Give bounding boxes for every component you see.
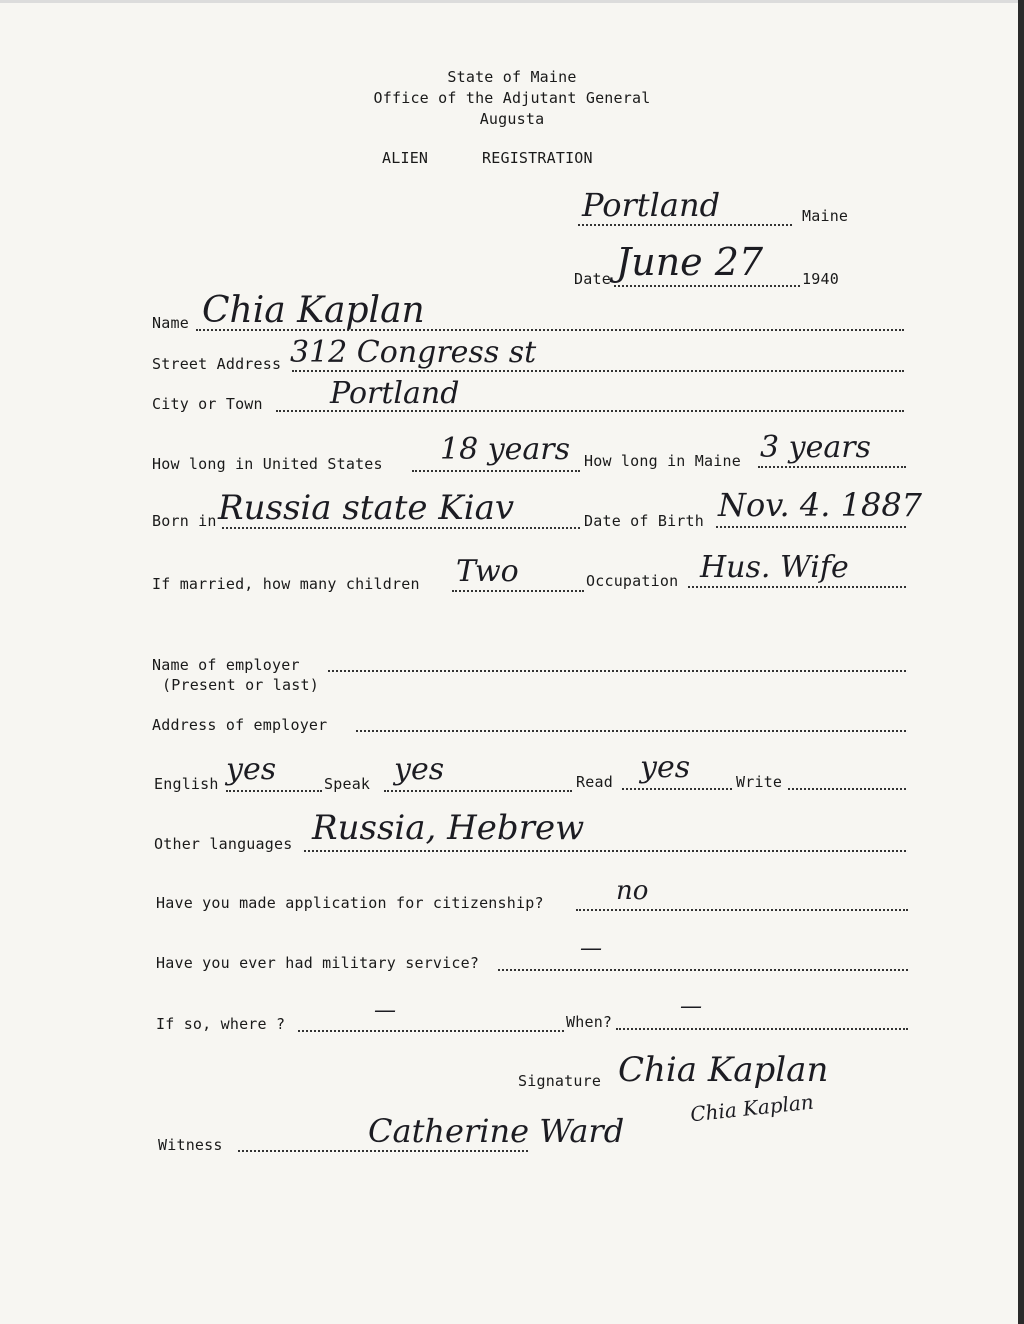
signature-value: Chia Kaplan <box>618 1050 829 1090</box>
street-value: 312 Congress st <box>290 335 537 370</box>
how-long-us-dots <box>412 470 580 472</box>
header-alien: ALIEN <box>382 149 429 167</box>
occupation-dots <box>688 586 906 588</box>
place-city-handwritten: Portland <box>582 186 721 224</box>
write-dots <box>788 788 906 790</box>
speak-dots <box>384 790 572 792</box>
how-long-maine-value: 3 years <box>760 430 871 465</box>
children-label: If married, how many children <box>152 575 420 593</box>
other-languages-dots <box>304 850 906 852</box>
english-dots <box>226 790 322 792</box>
date-year: 1940 <box>802 270 839 288</box>
scan-top-edge <box>0 0 1024 3</box>
signature-label: Signature <box>518 1072 602 1090</box>
header-office: Office of the Adjutant General <box>373 89 651 107</box>
english-value: yes <box>226 752 277 787</box>
city-label: City or Town <box>152 395 263 413</box>
military-label: Have you ever had military service? <box>156 954 480 972</box>
header-registration: REGISTRATION <box>482 149 593 167</box>
if-so-where-value: — <box>374 998 396 1023</box>
if-so-where-label: If so, where ? <box>156 1015 286 1033</box>
write-label: Write <box>736 773 783 791</box>
date-dots <box>614 285 800 287</box>
military-dots <box>498 969 908 971</box>
children-dots <box>452 590 584 592</box>
employer-address-label: Address of employer <box>152 716 328 734</box>
street-dots <box>292 370 904 372</box>
read-value: yes <box>640 750 691 785</box>
citizenship-label: Have you made application for citizenship? <box>156 894 544 912</box>
speak-value: yes <box>394 752 445 787</box>
citizenship-value: no <box>616 876 649 906</box>
when-dots <box>616 1028 908 1030</box>
english-label: English <box>154 775 219 793</box>
occupation-value: Hus. Wife <box>700 550 849 585</box>
name-label: Name <box>152 314 189 332</box>
military-value: — <box>580 936 602 961</box>
children-value: Two <box>456 554 519 589</box>
employer-dots <box>328 670 906 672</box>
dob-value: Nov. 4. 1887 <box>718 486 923 524</box>
witness-dots <box>238 1150 528 1152</box>
how-long-maine-label: How long in Maine <box>584 452 741 470</box>
born-in-label: Born in <box>152 512 217 530</box>
street-label: Street Address <box>152 355 282 373</box>
witness-label: Witness <box>158 1136 223 1154</box>
other-languages-value: Russia, Hebrew <box>312 808 585 848</box>
when-label: When? <box>566 1013 613 1031</box>
other-languages-label: Other languages <box>154 835 293 853</box>
how-long-us-label: How long in United States <box>152 455 383 473</box>
place-state-label: Maine <box>802 207 849 225</box>
date-label: Date <box>574 270 611 288</box>
born-in-value: Russia state Kiav <box>218 488 515 528</box>
employer-sub-label: (Present or last) <box>162 676 319 694</box>
scan-right-edge <box>1018 0 1024 1324</box>
signature-annotation: Chia Kaplan <box>689 1089 815 1127</box>
if-so-where-dots <box>298 1030 564 1032</box>
place-dots <box>578 224 792 226</box>
date-handwritten: June 27 <box>616 240 764 284</box>
how-long-us-value: 18 years <box>440 432 571 467</box>
citizenship-dots <box>576 909 908 911</box>
header-city: Augusta <box>479 110 545 128</box>
speak-label: Speak <box>324 775 371 793</box>
occupation-label: Occupation <box>586 572 679 590</box>
when-value: — <box>680 994 702 1019</box>
employer-label: Name of employer <box>152 656 300 674</box>
how-long-maine-dots <box>758 466 906 468</box>
employer-address-dots <box>356 730 906 732</box>
witness-value: Catherine Ward <box>368 1112 625 1150</box>
dob-dots <box>716 526 906 528</box>
city-value: Portland <box>330 376 460 411</box>
read-label: Read <box>576 773 613 791</box>
name-value: Chia Kaplan <box>202 290 425 331</box>
read-dots <box>622 788 732 790</box>
dob-label: Date of Birth <box>584 512 704 530</box>
header-state: State of Maine <box>447 68 577 86</box>
